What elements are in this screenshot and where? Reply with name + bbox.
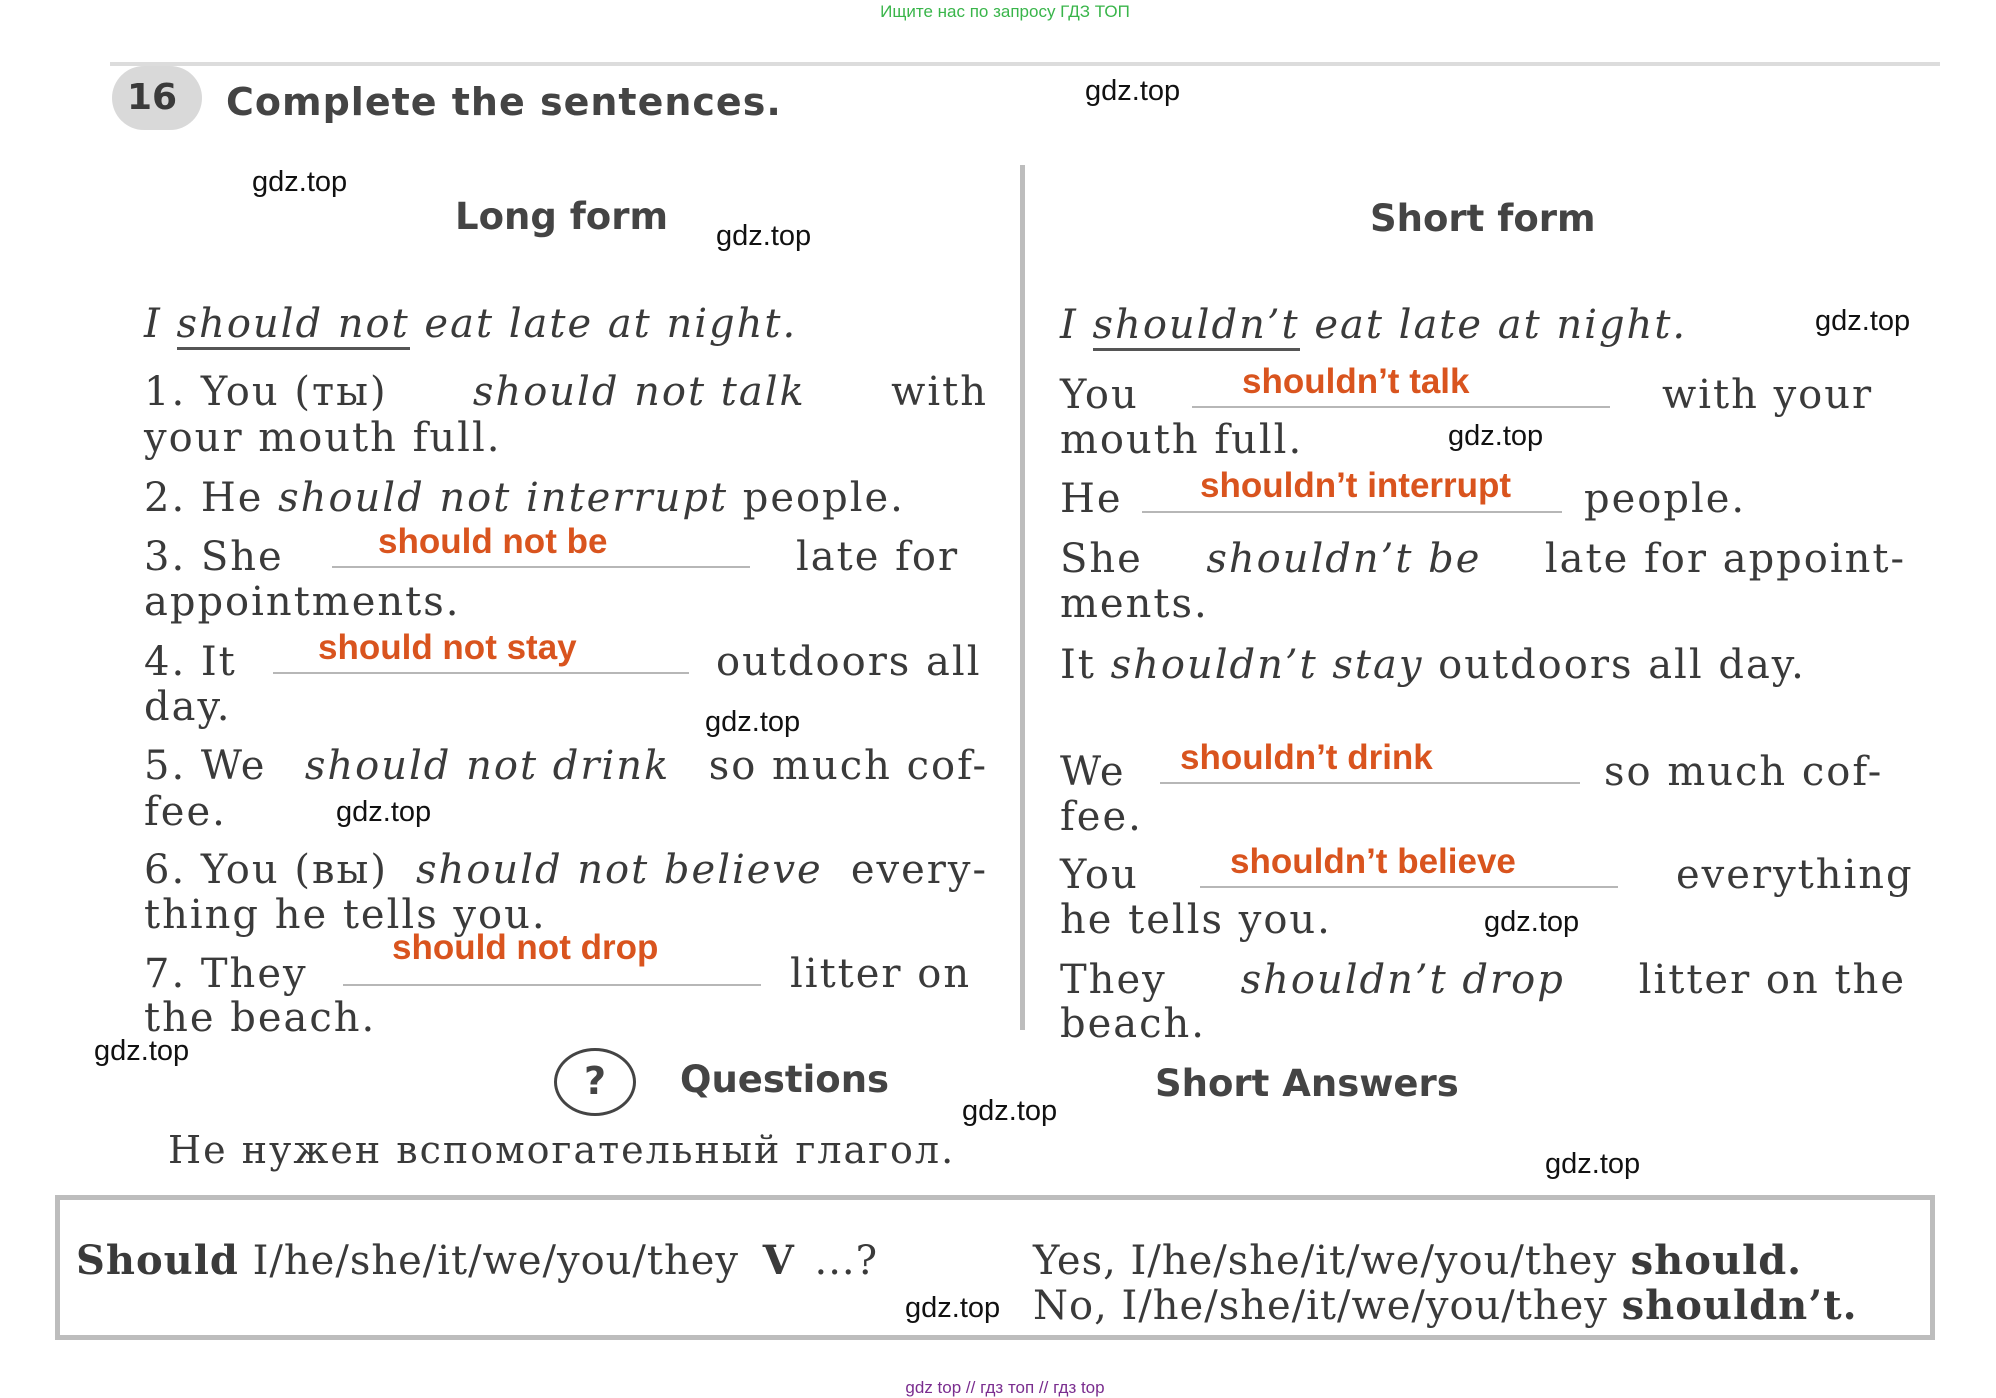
questions-header: Questions — [680, 1058, 890, 1101]
short-form-header: Short form — [1370, 197, 1596, 240]
column-divider — [1020, 165, 1025, 1030]
long-item-5 — [144, 744, 988, 788]
short-item-3-line2: ments. — [1060, 581, 1209, 627]
long-item-3-end: late for — [796, 534, 960, 580]
short-item-1-end — [1662, 373, 1906, 417]
short-item-7-end: litter on the — [1638, 957, 1906, 1003]
watermark: gdz.top — [336, 796, 432, 828]
short-item-1-answer: shouldn’t talk — [1242, 362, 1470, 401]
short-item-6-blank — [1200, 886, 1618, 888]
short-item-3 — [1060, 537, 1906, 581]
long-item-4-blank — [273, 672, 689, 674]
short-item-6-start: You — [1060, 852, 1139, 898]
short-item-7-start: They — [1060, 957, 1167, 1003]
short-example-subject: I — [1060, 302, 1078, 348]
long-item-6-end: every- — [850, 847, 988, 893]
long-item-6-verb: should not believe — [416, 847, 823, 893]
exercise-title: Complete the sentences. — [226, 80, 782, 124]
long-item-2 — [144, 476, 905, 520]
long-example — [144, 302, 797, 346]
header-rule — [110, 62, 1940, 66]
long-item-5-start: 5. We — [144, 743, 267, 789]
short-item-2-blank — [1142, 511, 1562, 513]
short-answers-header: Short Answers — [1155, 1062, 1459, 1105]
short-item-6-end: everything — [1676, 852, 1914, 898]
short-item-7-line2: beach. — [1060, 1001, 1207, 1047]
long-item-7-start: 7. They — [144, 951, 308, 997]
short-item-5-line2: fee. — [1060, 794, 1143, 840]
watermark: gdz.top — [962, 1095, 1058, 1127]
long-item-5-end: so much cof- — [708, 743, 988, 789]
short-item-3-verb: shouldn’t be — [1206, 536, 1482, 582]
long-item-6-line2: thing he tells you. — [144, 892, 547, 938]
short-item-2-start: He — [1060, 476, 1123, 522]
watermark: gdz.top — [1545, 1148, 1641, 1180]
long-item-4-answer: should not stay — [318, 628, 577, 667]
long-item-1-end: with — [891, 369, 988, 415]
box-yes-text: Yes, I/he/she/it/we/you/they — [1033, 1238, 1617, 1284]
short-item-5-end: so much cof- — [1604, 749, 1884, 795]
short-item-5-start: We — [1060, 749, 1126, 795]
box-question-verb: V — [762, 1237, 795, 1284]
long-item-6 — [144, 848, 988, 892]
short-item-1-blank — [1192, 406, 1610, 408]
short-item-2-end: people. — [1584, 476, 1747, 522]
long-item-7-answer: should not drop — [392, 928, 659, 967]
box-no — [1033, 1282, 1858, 1329]
long-item-7-line2: the beach. — [144, 995, 377, 1041]
watermark: gdz.top — [252, 166, 348, 198]
long-item-4-line2: day. — [144, 684, 232, 730]
box-yes — [1033, 1237, 1802, 1284]
long-item-1-line2: your mouth full. — [144, 415, 502, 461]
long-item-3-start: 3. She — [144, 534, 284, 580]
box-question — [76, 1237, 878, 1284]
short-item-6-line2: he tells you. — [1060, 897, 1332, 943]
top-search-hint[interactable]: Ищите нас по запросу ГДЗ ТОП — [880, 2, 1130, 21]
long-example-aux: should not — [177, 301, 410, 350]
box-yes-should: should. — [1630, 1237, 1803, 1284]
box-question-end: ...? — [814, 1238, 879, 1284]
question-mark-icon: ? — [554, 1048, 636, 1116]
long-example-rest: eat late at night. — [424, 301, 798, 347]
short-item-5-blank — [1160, 782, 1580, 784]
short-item-1-end-text: with your — [1662, 372, 1874, 418]
short-item-7-verb: shouldn’t drop — [1240, 957, 1565, 1003]
exercise-number: 16 — [112, 66, 202, 130]
short-item-3-end: late for appoint- — [1544, 536, 1906, 582]
short-example-aux: shouldn’t — [1093, 302, 1300, 351]
short-item-5-answer: shouldn’t drink — [1180, 738, 1433, 777]
long-example-subject: I — [144, 301, 162, 347]
long-item-5-verb: should not drink — [304, 743, 671, 789]
watermark: gdz.top — [94, 1035, 190, 1067]
watermark: gdz.top — [1815, 305, 1911, 337]
footer-links[interactable]: gdz top // гдз топ // гдз top — [905, 1378, 1105, 1397]
box-question-should: Should — [76, 1237, 239, 1284]
long-item-3-blank — [332, 566, 750, 568]
long-item-5-line2: fee. — [144, 789, 227, 835]
watermark: gdz.top — [705, 706, 801, 738]
long-item-7-end: litter on — [790, 951, 972, 997]
long-item-6-start: 6. You (вы) — [144, 847, 388, 893]
short-item-4-end: outdoors all day. — [1438, 642, 1806, 688]
long-item-2-start: 2. He — [144, 475, 264, 521]
watermark: gdz.top — [1448, 420, 1544, 452]
short-item-7 — [1060, 958, 1906, 1002]
short-item-4-verb: shouldn’t stay — [1110, 642, 1424, 688]
watermark: gdz.top — [1085, 75, 1181, 107]
watermark: gdz.top — [1484, 906, 1580, 938]
box-no-shouldnt: shouldn’t. — [1621, 1282, 1858, 1329]
long-form-header: Long form — [455, 195, 669, 238]
long-item-1-verb: should not talk — [472, 369, 806, 415]
short-item-1-line2: mouth full. — [1060, 417, 1304, 463]
long-item-2-end: people. — [742, 475, 905, 521]
short-item-4-start: It — [1060, 642, 1096, 688]
short-example — [1060, 303, 1687, 347]
long-item-4-start: 4. It — [144, 639, 237, 685]
short-item-3-start: She — [1060, 536, 1143, 582]
box-question-pronouns: I/he/she/it/we/you/they — [252, 1238, 740, 1284]
short-item-4 — [1060, 643, 1806, 687]
short-item-2-answer: shouldn’t interrupt — [1200, 466, 1512, 505]
short-item-6-answer: shouldn’t believe — [1230, 842, 1516, 881]
short-example-rest: eat late at night. — [1314, 302, 1688, 348]
box-no-text: No, I/he/she/it/we/you/they — [1033, 1283, 1608, 1329]
long-item-1 — [144, 370, 988, 414]
watermark: gdz.top — [905, 1292, 1001, 1324]
short-item-1-start: You — [1060, 372, 1139, 418]
long-item-3-answer: should not be — [378, 522, 608, 561]
watermark: gdz.top — [716, 220, 812, 252]
aux-note: Не нужен вспомогательный глагол. — [168, 1128, 956, 1172]
long-item-7-blank — [343, 984, 761, 986]
long-item-3-line2: appointments. — [144, 579, 461, 625]
long-item-2-verb: should not interrupt — [278, 475, 729, 521]
long-item-4-end: outdoors all — [716, 639, 982, 685]
long-item-1-start: 1. You (ты) — [144, 369, 388, 415]
